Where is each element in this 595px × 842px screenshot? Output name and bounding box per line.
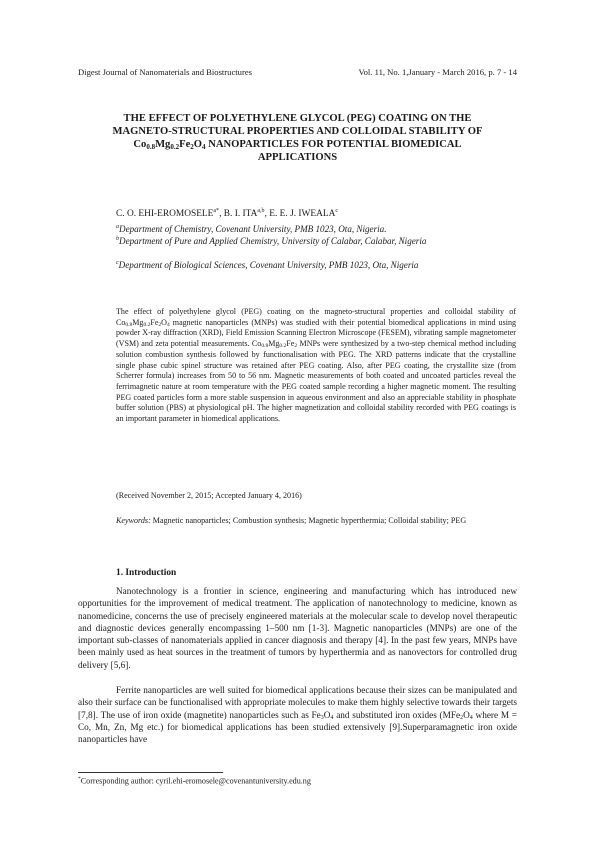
received-dates: (Received November 2, 2015; Accepted January 4, 2016) bbox=[116, 491, 302, 500]
section-heading-introduction: 1. Introduction bbox=[116, 568, 177, 578]
footnote-corresponding-author: *Corresponding author: cyril.ehi-eromosele@covenantuniversity.edu.ng bbox=[78, 776, 311, 786]
affiliation-c: $^c$Department of Biological Sciences, Covenant University, PMB 1023, Ota, Nigeria bbox=[116, 260, 419, 271]
title-line-1: THE EFFECT OF POLYETHYLENE GLYCOL (PEG) COATING ON THE bbox=[123, 113, 472, 124]
affiliation-b: $^b$Department of Pure and Applied Chemistry, University of Calabar, Calabar, Nigeria bbox=[116, 236, 427, 247]
journal-name: Digest Journal of Nanomaterials and Biostructures bbox=[78, 67, 252, 77]
title-line-2: MAGNETO-STRUCTURAL PROPERTIES AND COLLOIDAL STABILITY OF bbox=[112, 126, 483, 137]
keywords-label: Keywords: bbox=[116, 516, 151, 525]
author-list: C. O. EHI-$EROMOSELE^{a*}$, B. I. ITA$^{a,b}$, E. E. J. IWEALA$^c$ bbox=[116, 208, 339, 220]
keywords: Keywords: Magnetic nanoparticles; Combustion synthesis; Magnetic hyperthermia; Colloidal stability; PEG bbox=[116, 516, 467, 525]
intro-paragraph-1: Nanotechnology is a frontier in science, engineering and manufacturing which has introduced new opportunities for the improvement of medical treatment. The application of nanotechnology to medicine, known as nanomedicine, concerns the use of precisely engineered materials at the molecular scale to develop novel therapeutic and diagnostic devices generally encompassing 1–500 nm [1-3]. Magnetic nanoparticles (MNPs) are one of the important sub-classes of nanomaterials applied in cancer diagnosis and therapy [4]. In the past few years, MNPs have been mainly used as heat sources in the treatment of tumors by hyperthermia and as nanovectors for controlled drug delivery [5,6]. bbox=[78, 587, 517, 671]
affiliation-a: $^a$Department of Chemistry, Covenant University, PMB 1023, Ota, Nigeria. bbox=[116, 224, 387, 235]
issue-info: Vol. 11, No. 1,January - March 2016, p. 7 - 14 bbox=[358, 67, 517, 77]
paper-title bbox=[78, 112, 517, 164]
title-line-3: $Co_{0.8}Mg_{0.2}Fe_2O_4$ NANOPARTICLES FOR POTENTIAL BIOMEDICAL bbox=[133, 139, 462, 151]
intro-paragraph-2: Ferrite nanoparticles are well suited for biomedical applications because their sizes can be manipulated and also their surface can be functionalised with appropriate molecules to make them highly selective towards their targets [7,8]. The use of iron oxide (magnetite) nanoparticles such as $Fe_3O_4$ and substituted iron oxides ($MFe_2O_4$ where M = Co, Mn, Zn, Mg etc.) for biomedical applications has been studied extensively [9].Superparamagnetic iron oxide nanoparticles have bbox=[78, 686, 517, 746]
title-line-4: APPLICATIONS bbox=[257, 152, 338, 163]
abstract: The effect of polyethylene glycol (PEG) coating on the magneto-structural properties and colloidal stability of $Co_{0.8}Mg_{0.2}Fe_2O_4$ magnetic nanoparticles (MNPs) was studied with their potential biomedical applications in mind using powder X-ray diffraction (XRD), Field Emission Scanning Electron Microscope (FESEM), vibrating sample magnetometer (VSM) and zeta potential measurements. $Co_{0.8}Mg_{0.2}Fe_2$ MNPs were synthesized by a two-step chemical method including solution combustion synthesis followed by functionalisation with PEG. The XRD patterns indicate that the crystalline single phase cubic spinel structure was retained after PEG coating. Also, after PEG coating, the crystallite size (from Scherrer formula) increases from 50 to 56 nm. Magnetic measurements of both coated and uncoated particles reveal the ferrimagnetic nature at room temperature with the PEG coated sample recording a higher magnetic moment. The resulting PEG coated particles form a more stable suspension in aqueous environment and also an appreciable stability in phosphate buffer solution (PBS) at physiological pH. The higher magnetization and colloidal stability recorded with PEG coatings is an important parameter in biomedical applications. bbox=[116, 307, 516, 424]
footnote-rule bbox=[78, 772, 223, 773]
